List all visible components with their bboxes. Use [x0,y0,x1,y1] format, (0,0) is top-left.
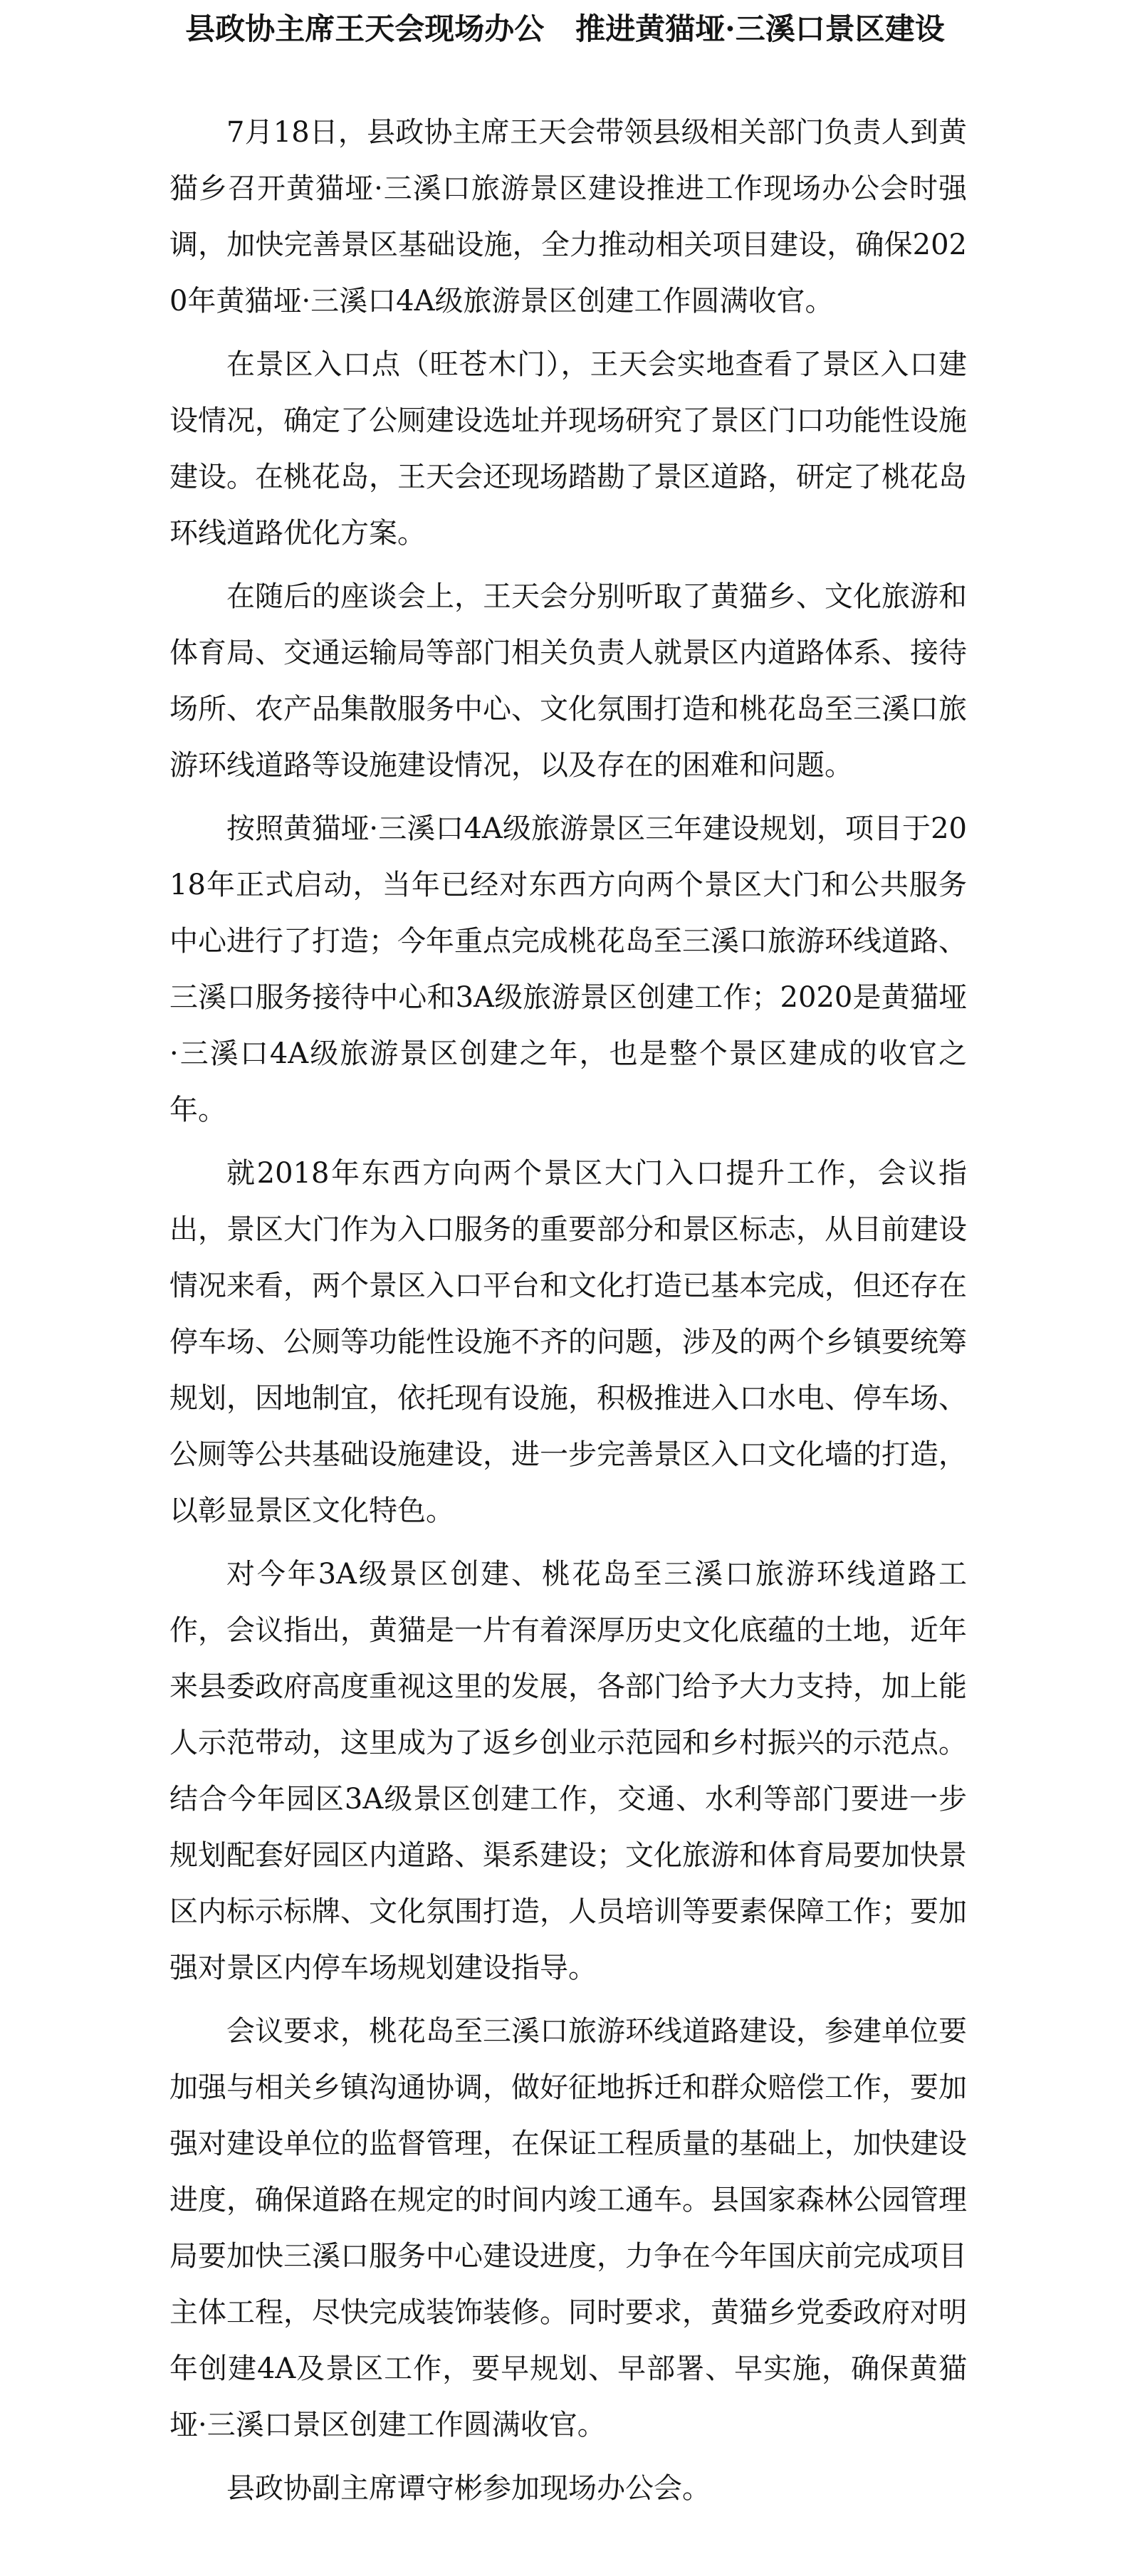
article-paragraph: 县政协副主席谭守彬参加现场办公会。 [226,2472,711,2505]
article-paragraph: 按照黄猫垭·三溪口4A级旅游景区三年建设规划，项目于2018年正式启动，当年已经对东西方向两个景区大门和公共服务中心进行了打造；今年重点完成桃花岛至三溪口旅游环线道路、三溪口服务接待中心和3A级旅游景区创建工作；2020是黄猫垭·三溪口4A级旅游景区创建之年，也是整个景区建成的收官之年。 [169,812,967,1126]
article-paragraph: 在景区入口点（旺苍木门），王天会实地查看了景区入口建设情况，确定了公厕建设选址并现场研究了景区门口功能性设施建设。在桃花岛，王天会还现场踏勘了景区道路，研定了桃花岛环线道路优化方案。 [169,348,967,550]
article-paragraph: 7月18日，县政协主席王天会带领县级相关部门负责人到黄猫乡召开黄猫垭·三溪口旅游景区建设推进工作现场办公会时强调，加快完善景区基础设施，全力推动相关项目建设，确保2020年黄猫垭·三溪口4A级旅游景区创建工作圆满收官。 [169,116,967,318]
article-title: 县政协主席王天会现场办公 推进黄猫垭·三溪口景区建设 [185,11,945,46]
article-body [169,105,967,2517]
article-paragraph: 会议要求，桃花岛至三溪口旅游环线道路建设，参建单位要加强与相关乡镇沟通协调，做好征地拆迁和群众赔偿工作，要加强对建设单位的监督管理，在保证工程质量的基础上，加快建设进度，确保道路在规定的时间内竣工通车。县国家森林公园管理局要加快三溪口服务中心建设进度，力争在今年国庆前完成项目主体工程，尽快完成装饰装修。同时要求，黄猫乡党委政府对明年创建4A及景区工作，要早规划、早部署、早实施，确保黄猫垭·三溪口景区创建工作圆满收官。 [169,2015,967,2441]
article-paragraph: 就2018年东西方向两个景区大门入口提升工作，会议指出，景区大门作为入口服务的重要部分和景区标志，从目前建设情况来看，两个景区入口平台和文化打造已基本完成，但还存在停车场、公厕等功能性设施不齐的问题，涉及的两个乡镇要统筹规划，因地制宜，依托现有设施，积极推进入口水电、停车场、公厕等公共基础设施建设，进一步完善景区入口文化墙的打造，以彰显景区文化特色。 [169,1157,967,1527]
article-paragraph: 在随后的座谈会上，王天会分别听取了黄猫乡、文化旅游和体育局、交通运输局等部门相关负责人就景区内道路体系、接待场所、农产品集散服务中心、文化氛围打造和桃花岛至三溪口旅游环线道路等设施建设情况，以及存在的困难和问题。 [169,580,967,782]
article-paragraph: 对今年3A级景区创建、桃花岛至三溪口旅游环线道路工作，会议指出，黄猫是一片有着深厚历史文化底蕴的土地，近年来县委政府高度重视这里的发展，各部门给予大力支持，加上能人示范带动，这里成为了返乡创业示范园和乡村振兴的示范点。结合今年园区3A级景区创建工作，交通、水利等部门要进一步规划配套好园区内道路、渠系建设；文化旅游和体育局要加快景区内标示标牌、文化氛围打造，人员培训等要素保障工作；要加强对景区内停车场规划建设指导。 [169,1558,967,1984]
